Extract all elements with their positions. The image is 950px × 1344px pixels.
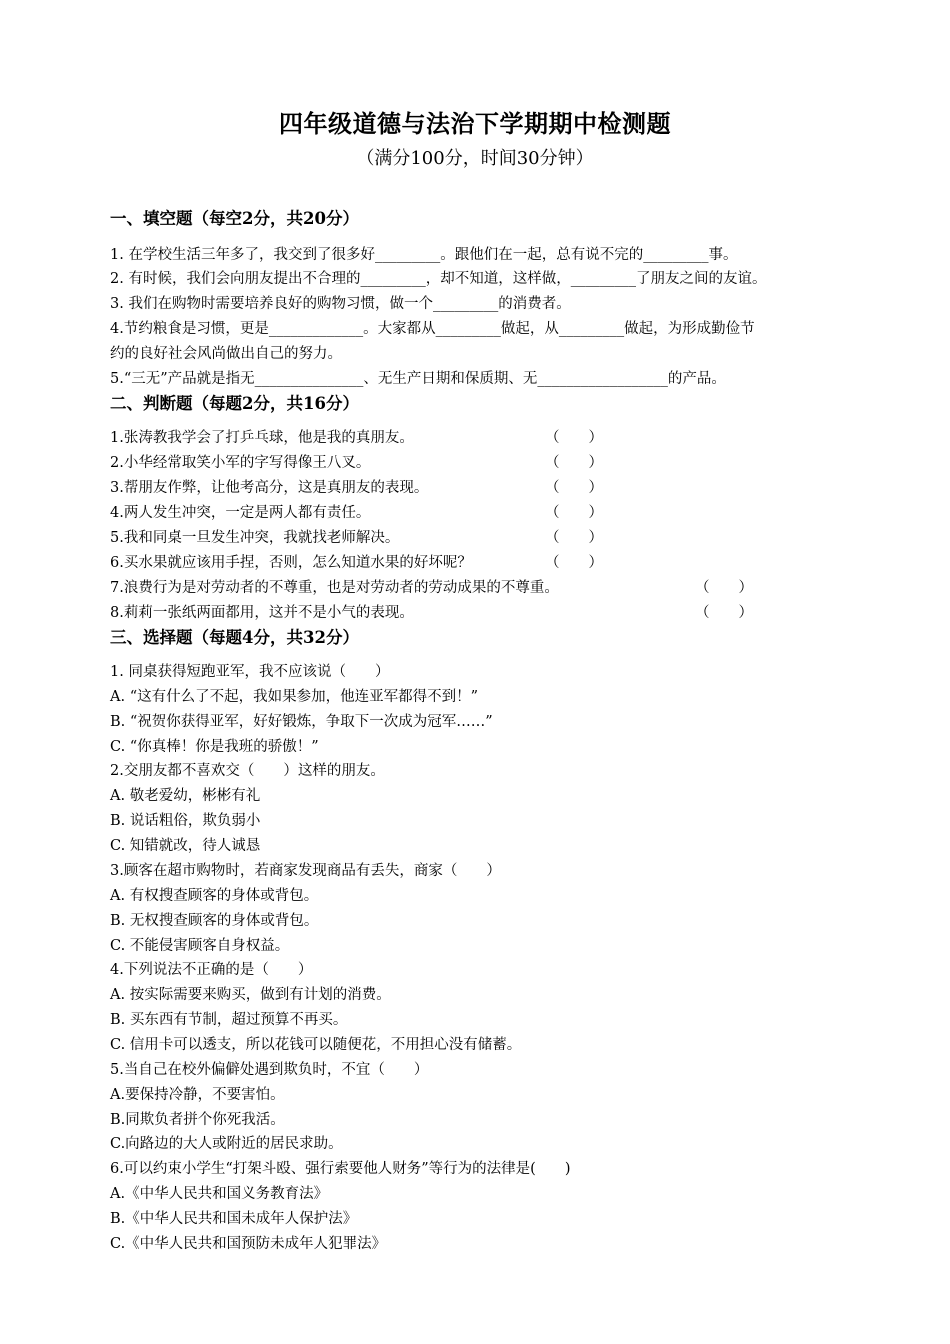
choice-option: C.向路边的大人或附近的居民求助。 — [110, 1136, 343, 1152]
choice-option: A. 有权搜查顾客的身体或背包。 — [110, 888, 319, 904]
fill-blank-line: 1. 在学校生活三年多了，我交到了很多好_________。跟他们在一起，总有说不完的_________事。 — [110, 247, 738, 263]
choice-option: A. 敬老爱幼，彬彬有礼 — [110, 788, 261, 804]
fill-blank-line: 3. 我们在购物时需要培养良好的购物习惯，做一个_________的消费者。 — [110, 296, 571, 312]
choice-option: C.《中华人民共和国预防未成年人犯罪法》 — [110, 1236, 387, 1252]
choice-question: 1. 同桌获得短跑亚军，我不应该说（ ） — [110, 664, 390, 680]
answer-parentheses: （ ） — [695, 580, 753, 596]
choice-option: A. “这有什么了不起，我如果参加，他连亚军都得不到！” — [110, 689, 479, 705]
choice-option: B. 无权搜查顾客的身体或背包。 — [110, 913, 319, 929]
choice-option: A.要保持冷静，不要害怕。 — [110, 1087, 285, 1103]
fill-blank-line: 5.“三无”产品就是指无_______________、无生产日期和保质期、无__________________的产品。 — [110, 371, 726, 387]
true-false-item: 4.两人发生冲突，一定是两人都有责任。 — [110, 505, 371, 521]
true-false-item: 7.浪费行为是对劳动者的不尊重，也是对劳动者的劳动成果的不尊重。 — [110, 580, 559, 596]
section-heading-multiple-choice: 三、选择题（每题4分，共32分） — [110, 628, 359, 647]
choice-question: 6.可以约束小学生“打架斗殴、强行索要他人财务”等行为的法律是( ) — [110, 1161, 571, 1177]
choice-question: 5.当自己在校外偏僻处遇到欺负时，不宜（ ） — [110, 1062, 429, 1078]
choice-question: 4.下列说法不正确的是（ ） — [110, 962, 313, 978]
choice-question: 3.顾客在超市购物时，若商家发现商品有丢失，商家（ ） — [110, 863, 501, 879]
answer-parentheses: （ ） — [695, 605, 753, 621]
choice-option: C. 知错就改，待人诚恳 — [110, 838, 261, 854]
choice-option: B. 买东西有节制，超过预算不再买。 — [110, 1012, 348, 1028]
true-false-item: 5.我和同桌一旦发生冲突，我就找老师解决。 — [110, 530, 400, 546]
choice-option: A.《中华人民共和国义务教育法》 — [110, 1186, 329, 1202]
choice-option: A. 按实际需要来购买，做到有计划的消费。 — [110, 987, 391, 1003]
section-heading-true-false: 二、判断题（每题2分，共16分） — [110, 394, 359, 413]
section-heading-fill-blank: 一、填空题（每空2分，共20分） — [110, 209, 359, 228]
choice-option: C. “你真棒！你是我班的骄傲！” — [110, 739, 319, 755]
choice-option: B. “祝贺你获得亚军，好好锻炼，争取下一次成为冠军……” — [110, 714, 493, 730]
page-subtitle: （满分100分，时间30分钟） — [356, 148, 594, 169]
page-title: 四年级道德与法治下学期期中检测题 — [279, 109, 671, 138]
answer-parentheses: （ ） — [545, 555, 603, 571]
true-false-item: 8.莉莉一张纸两面都用，这并不是小气的表现。 — [110, 605, 414, 621]
choice-option: C. 不能侵害顾客自身权益。 — [110, 938, 290, 954]
answer-parentheses: （ ） — [545, 530, 603, 546]
answer-parentheses: （ ） — [545, 505, 603, 521]
true-false-item: 1.张涛教我学会了打乒乓球，他是我的真朋友。 — [110, 430, 414, 446]
answer-parentheses: （ ） — [545, 455, 603, 471]
choice-option: B.《中华人民共和国未成年人保护法》 — [110, 1211, 358, 1227]
choice-option: C. 信用卡可以透支，所以花钱可以随便花，不用担心没有储蓄。 — [110, 1037, 522, 1053]
choice-option: B. 说话粗俗，欺负弱小 — [110, 813, 261, 829]
fill-blank-line: 2. 有时候，我们会向朋友提出不合理的_________，却不知道，这样做，_________了朋友之间的友谊。 — [110, 271, 767, 287]
choice-option: B.同欺负者拼个你死我活。 — [110, 1112, 285, 1128]
true-false-item: 6.买水果就应该用手捏，否则，怎么知道水果的好坏呢？ — [110, 555, 472, 571]
fill-blank-line: 约的良好社会风尚做出自己的努力。 — [110, 346, 342, 362]
answer-parentheses: （ ） — [545, 480, 603, 496]
true-false-item: 2.小华经常取笑小军的字写得像王八叉。 — [110, 455, 371, 471]
answer-parentheses: （ ） — [545, 430, 603, 446]
true-false-item: 3.帮朋友作弊，让他考高分，这是真朋友的表现。 — [110, 480, 429, 496]
fill-blank-line: 4.节约粮食是习惯，更是_____________。大家都从_________做起，从_________做起，为形成勤俭节 — [110, 321, 755, 337]
choice-question: 2.交朋友都不喜欢交（ ）这样的朋友。 — [110, 763, 385, 779]
